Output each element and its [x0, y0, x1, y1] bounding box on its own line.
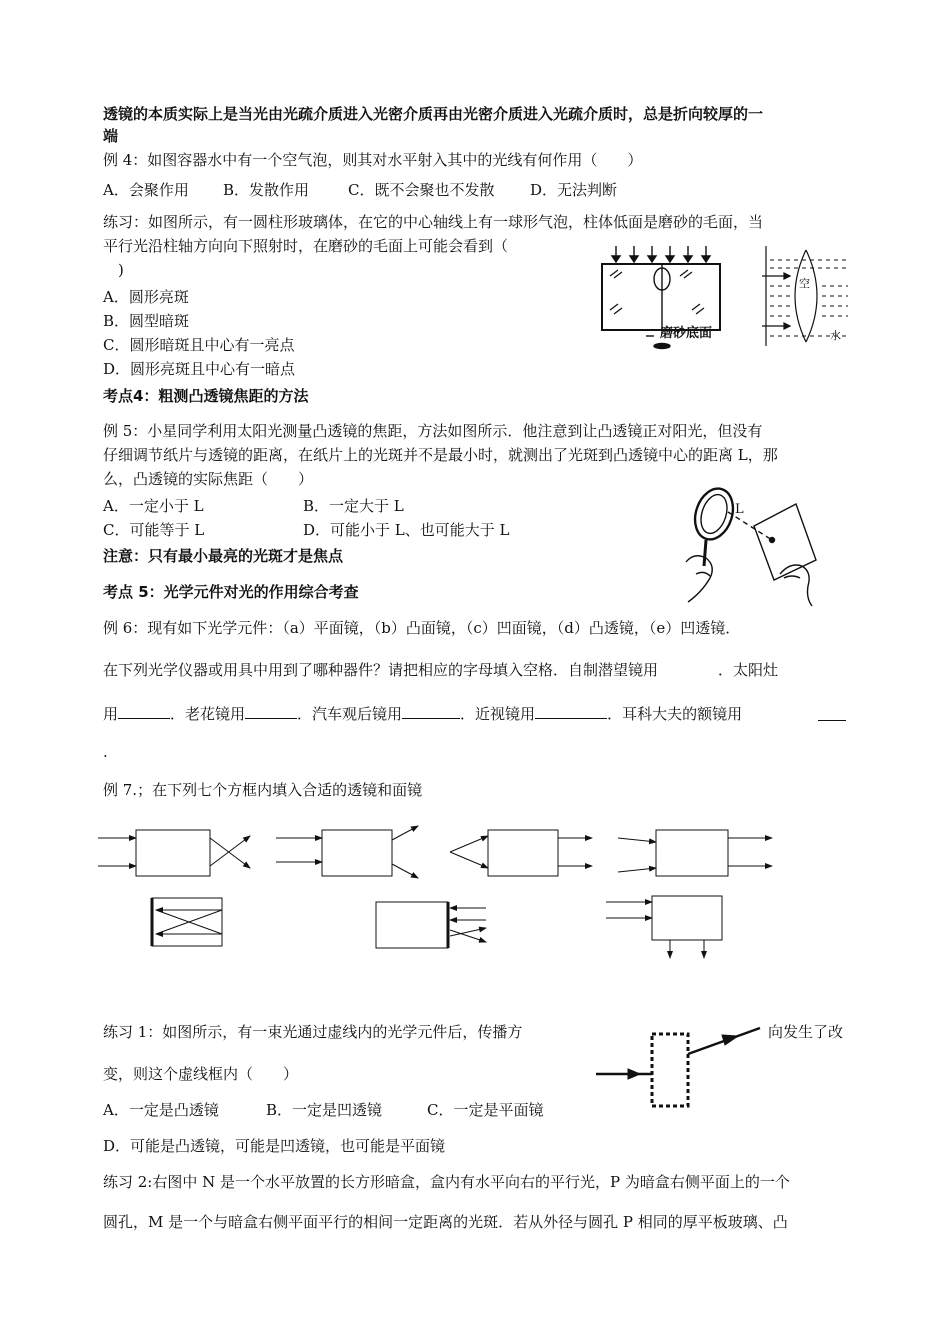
box-2 — [276, 826, 418, 878]
ex4-option-c: C．既不会聚也不发散 — [348, 181, 495, 199]
ex4-option-b: B．发散作用 — [223, 181, 310, 199]
practice1-option-c: C．一定是平面镜 — [427, 1101, 544, 1119]
intro-line-2: 端 — [103, 127, 119, 145]
practice1-option-b: B．一定是凹透镜 — [266, 1101, 383, 1119]
ex4-question: 例 4：如图容器水中有一个空气泡，则其对水平射入其中的光线有何作用（ ） — [103, 151, 643, 169]
bubble-label: 空 — [799, 277, 810, 290]
practice2-line-1: 练习 2:右图中 N 是一个水平放置的长方形暗盒，盒内有水平向右的平行光，P 为暗盒右侧平面上的一个 — [103, 1173, 790, 1191]
practice-bubble-line-1: 练习：如图所示，有一圆柱形玻璃体，在它的中心轴线上有一球形气泡，柱体低面是磨砂的毛面，当 — [103, 213, 764, 231]
ex4-option-d: D．无法判断 — [530, 181, 618, 199]
practice1-option-a: A．一定是凸透镜 — [103, 1101, 219, 1119]
ex5-option-c: C．可能等于 L — [103, 521, 205, 539]
myopia-glasses-blank[interactable] — [535, 702, 607, 719]
practice2-line-2: 圆孔，M 是一个与暗盒右侧平面平行的相间一定距离的光斑．若从外径与圆孔 P 相同的厚平板玻璃、凸 — [103, 1213, 788, 1231]
rearview-mirror-blank[interactable] — [402, 702, 460, 719]
ex6-line-1: 例 6：现有如下光学元件：（a）平面镜，（b）凸面镜，（c）凹面镜，（d）凸透镜，（e）凹透镜． — [103, 619, 741, 637]
practice1-line-1a: 练习 1：如图所示，有一束光通过虚线内的光学元件后，传播方 — [103, 1023, 523, 1041]
box-5 — [152, 898, 222, 946]
reading-glasses-blank[interactable] — [245, 702, 297, 719]
ex5-option-b: B．一定大于 L — [303, 497, 404, 515]
ex5-option-d: D．可能小于 L、也可能大于 L — [303, 521, 510, 539]
ex6-text-c: ．汽车观后镜用 — [297, 705, 403, 723]
practice1-line-2: 变，则这个虚线框内（ ） — [103, 1065, 299, 1083]
incident-light-arrows — [612, 246, 710, 262]
ex5-line-3: 么，凸透镜的实际焦距（ ） — [103, 470, 314, 488]
box-3 — [450, 830, 592, 876]
ex6-line-4: . — [103, 743, 108, 761]
distance-l-label: L — [735, 502, 744, 517]
solar-cooker-blank[interactable] — [118, 702, 170, 719]
ex6-text-a: 用 — [103, 705, 119, 723]
ex5-line-2: 仔细调节纸片与透镜的距离，在纸片上的光斑并不是最小时，就测出了光斑到凸透镜中心的距离 L，那 — [103, 446, 778, 464]
kp5-title: 考点 5：光学元件对光的作用综合考查 — [103, 583, 359, 601]
ex4-option-a: A．会聚作用 — [103, 181, 189, 199]
kp4-title: 考点4：粗测凸透镜焦距的方法 — [103, 387, 309, 405]
ex6-line-2: 在下列光学仪器或用具中用到了哪种器件？请把相应的字母填入空格．自制潜望镜用 ．太阳灶 — [103, 661, 779, 679]
practice-bubble-line-3: ) — [118, 261, 124, 279]
box-7 — [606, 896, 722, 958]
kp4-note: 注意：只有最小最亮的光斑才是焦点 — [103, 547, 344, 565]
ex6-text-d: ．近视镜用 — [460, 705, 536, 723]
practice1-option-d: D．可能是凸透镜，可能是凹透镜，也可能是平面镜 — [103, 1137, 446, 1155]
practice1-line-1b: 向发生了改 — [768, 1023, 844, 1041]
ex5-option-a: A．一定小于 L — [103, 497, 204, 515]
practice-bubble-option-b: B．圆型暗斑 — [103, 312, 190, 330]
frosted-bottom-label: 磨砂底面 — [660, 326, 713, 341]
dashed-box-figure — [594, 1026, 764, 1110]
head-mirror-blank[interactable] — [818, 704, 846, 721]
practice-bubble-option-d: D．圆形亮斑且中心有一暗点 — [103, 360, 296, 378]
practice-bubble-line-2: 平行光沿柱轴方向向下照射时，在磨砂的毛面上可能会看到（ — [103, 237, 509, 255]
ex6-text-e: ．耳科大夫的额镜用 — [607, 705, 743, 723]
water-label: 水 — [830, 329, 841, 342]
seven-boxes-figure — [96, 824, 796, 964]
box-6 — [376, 902, 486, 948]
box-4 — [618, 830, 772, 876]
ex6-line-3 — [103, 702, 742, 724]
magnifier-paper-figure — [676, 482, 826, 606]
intro-line-1: 透镜的本质实际上是当光由光疏介质进入光密介质再由光密介质进入光疏介质时，总是折向较厚的一 — [103, 105, 764, 123]
ex7-title: 例 7.；在下列七个方框内填入合适的透镜和面镜 — [103, 781, 423, 799]
ex6-text-b: ．老花镜用 — [170, 705, 246, 723]
practice-bubble-option-a: A．圆形亮斑 — [103, 288, 189, 306]
practice-bubble-option-c: C．圆形暗斑且中心有一亮点 — [103, 336, 295, 354]
ex5-line-1: 例 5：小星同学利用太阳光测量凸透镜的焦距，方法如图所示．他注意到让凸透镜正对阳光，但没有 — [103, 422, 763, 440]
box-1 — [98, 830, 250, 876]
